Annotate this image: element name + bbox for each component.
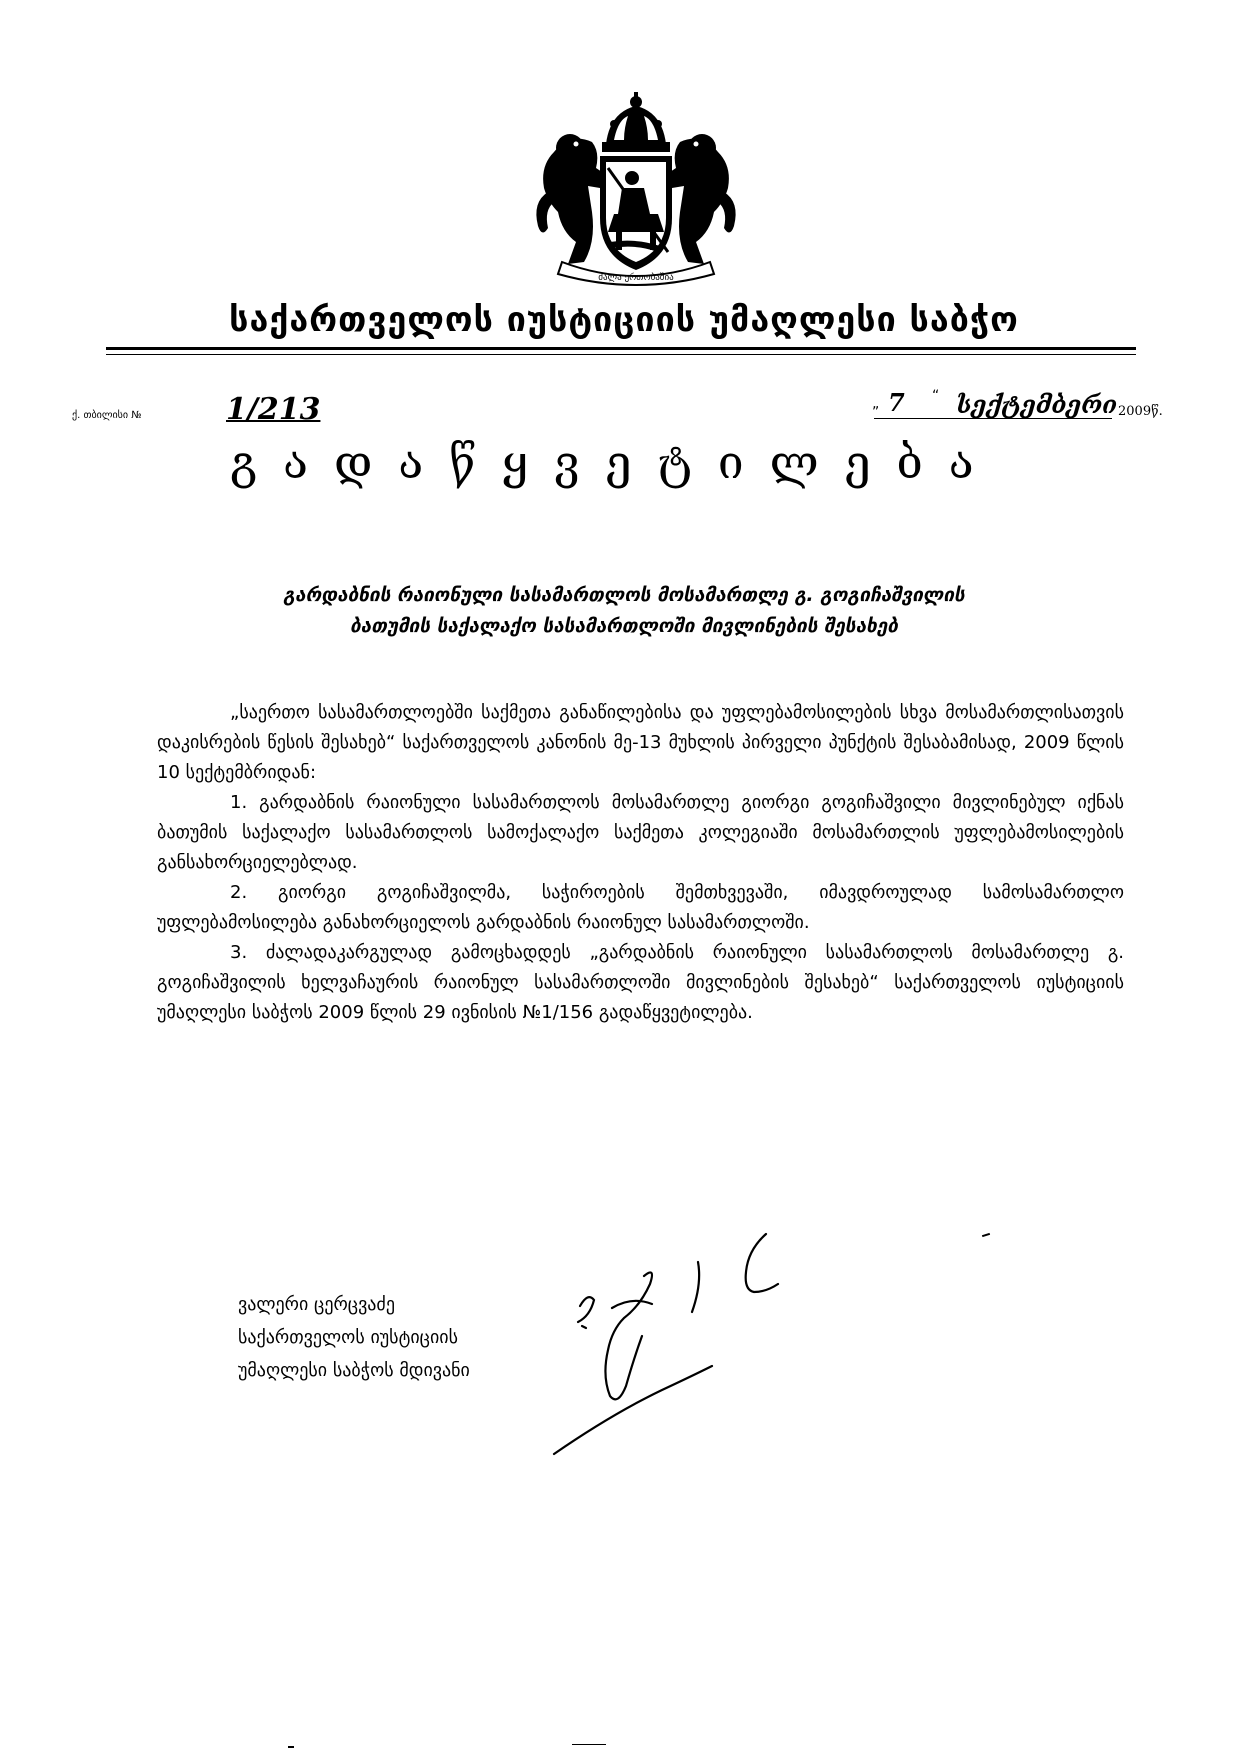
coat-of-arms-icon [518,92,754,288]
handwritten-signature [552,1226,822,1456]
body-item-2: 2. გიორგი გოგიჩაშვილმა, საჭიროების შემთხვევაში, იმავდროულად სამოსამართლო უფლებამოსილება განახორციელოს გარდაბნის რაიონულ სასამართლოში. [157,882,1124,933]
subject-line-1: გარდაბნის რაიონული სასამართლოს მოსამართლე გ. გოგიჩაშვილის [283,584,965,606]
signer-block [238,1288,470,1387]
signer-position-line-1: საქართველოს იუსტიციის [238,1327,458,1348]
stray-mark [982,1233,990,1237]
number-label: ქ. თბილისი № [72,410,142,421]
date-quote-close: “ [932,388,940,404]
date-month: სექტემბერი [956,390,1118,419]
header-rule-thick [106,347,1136,350]
document-body [157,698,1124,1028]
signer-name: ვალერი ცერცვაძე [238,1294,395,1315]
document-title: გადაწყვეტილება [230,435,1000,489]
institution-name: საქართველოს იუსტიციის უმაღლესი საბჭო [229,300,1019,340]
body-intro: „საერთო სასამართლოებში საქმეთა განაწილებისა და უფლებამოსილების სხვა მოსამართლისათვის დაკისრების წესის შესახებ“ საქართველოს კანონის მე-13 მუხლის პირველი პუნქტის შესაბამისად, 2009 წლის 10 სექტემბრიდან: [157,702,1124,783]
date-underline [874,418,1112,419]
decision-number: 1/213 [226,392,321,427]
bottom-mark-center [572,1744,606,1745]
emblem-ribbon-text: ძალა ერთობაშია [598,273,674,283]
header-rule-thin [106,354,1136,355]
body-item-3: 3. ძალადაკარგულად გამოცხადდეს „გარდაბნის რაიონული სასამართლოს მოსამართლე გ. გოგიჩაშვილის ხელვაჩაურის რაიონულ სასამართლოში მივლინების შესახებ“ საქართველოს იუსტიციის უმაღლესი საბჭოს 2009 წლის 29 ივნისის №1/156 გადაწყვეტილება. [157,942,1124,1023]
date-year: 2009წ. [1118,404,1163,419]
date-day: 7 [888,388,905,417]
date-quote-open: „ [872,396,880,412]
subject-line-2: ბათუმის საქალაქო სასამართლოში მივლინების შესახებ [349,615,899,637]
crown-icon [602,92,670,152]
body-item-1: 1. გარდაბნის რაიონული სასამართლოს მოსამართლე გიორგი გოგიჩაშვილი მივლინებულ იქნას ბათუმის საქალაქო სასამართლოს სამოქალაქო საქმეთა კოლეგიაში მოსამართლის უფლებამოსილების განსახორციელებლად. [157,792,1124,873]
signer-position-line-2: უმაღლესი საბჭოს მდივანი [238,1360,470,1381]
bottom-mark-left [288,1746,294,1748]
